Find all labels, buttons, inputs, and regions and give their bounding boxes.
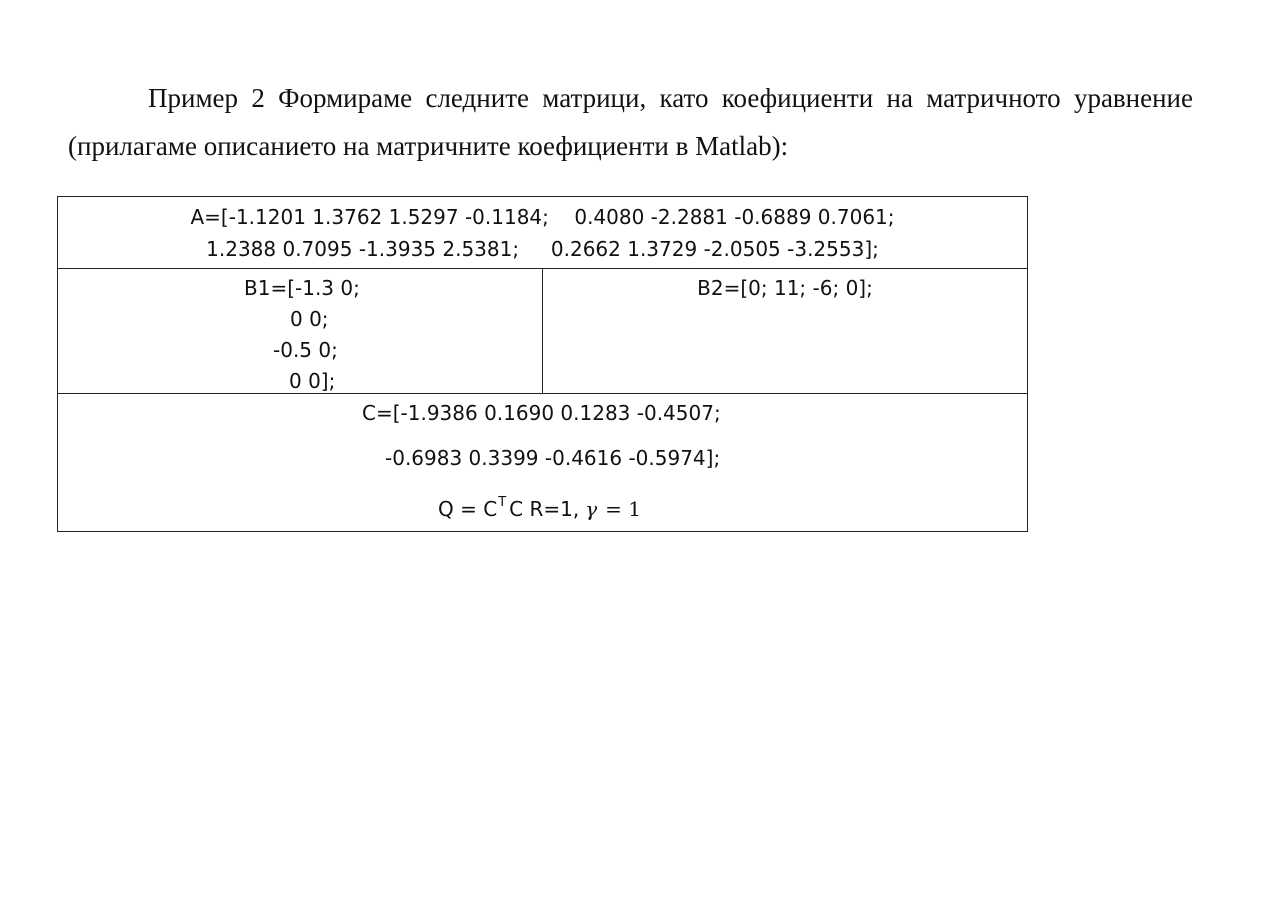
matrix-coefficients-table	[57, 196, 1028, 532]
matrix-c-cell	[58, 394, 1028, 532]
paragraph-line-2: (прилагаме описанието на матричните коефициенти в Matlab):	[68, 131, 789, 161]
transpose-superscript: T	[498, 495, 507, 510]
gamma-value: = 1	[605, 497, 641, 521]
matrix-a-cell	[58, 197, 1028, 269]
matrix-a-line-2	[58, 233, 1027, 265]
matrix-c-line-2: -0.6983 0.3399 -0.4616 -0.5974];	[385, 446, 721, 470]
matrix-b1-line-3: -0.5 0;	[273, 338, 338, 362]
matrix-a-line-1-right: 0.4080 -2.2881 -0.6889 0.7061;	[574, 205, 895, 229]
matrix-b2-line-1: B2=[0; 11; -6; 0];	[697, 276, 873, 300]
intro-paragraph	[68, 74, 1193, 170]
matrix-a-line-1	[58, 201, 1027, 233]
table-row-b	[58, 269, 1028, 394]
matrix-b1-line-2: 0 0;	[290, 307, 329, 331]
weights-equation	[438, 488, 641, 524]
table-row-a	[58, 197, 1028, 269]
q-prefix: Q = C	[438, 497, 498, 521]
q-suffix: C R=1,	[509, 497, 580, 521]
matrix-c-line-1: C=[-1.9386 0.1690 0.1283 -0.4507;	[362, 401, 721, 425]
matrix-a-line-1-left: A=[-1.1201 1.3762 1.5297 -0.1184;	[190, 205, 549, 229]
matrix-b1-lines	[244, 273, 360, 397]
matrix-b1-line-1: B1=[-1.3 0;	[244, 276, 360, 300]
matrix-b1-line-4: 0 0];	[289, 369, 336, 393]
paragraph-line-1: Пример 2 Формираме следните матрици, като коефициенти на матричното уравнение	[148, 83, 1193, 113]
matrix-a-line-2-left: 1.2388 0.7095 -1.3935 2.5381;	[206, 237, 520, 261]
table-row-c	[58, 394, 1028, 532]
matrix-a-line-2-right: 0.2662 1.3729 -2.0505 -3.2553];	[550, 237, 879, 261]
gamma-symbol: γ	[585, 497, 598, 521]
matrix-b2-cell	[543, 269, 1028, 394]
matrix-b1-cell	[58, 269, 543, 394]
